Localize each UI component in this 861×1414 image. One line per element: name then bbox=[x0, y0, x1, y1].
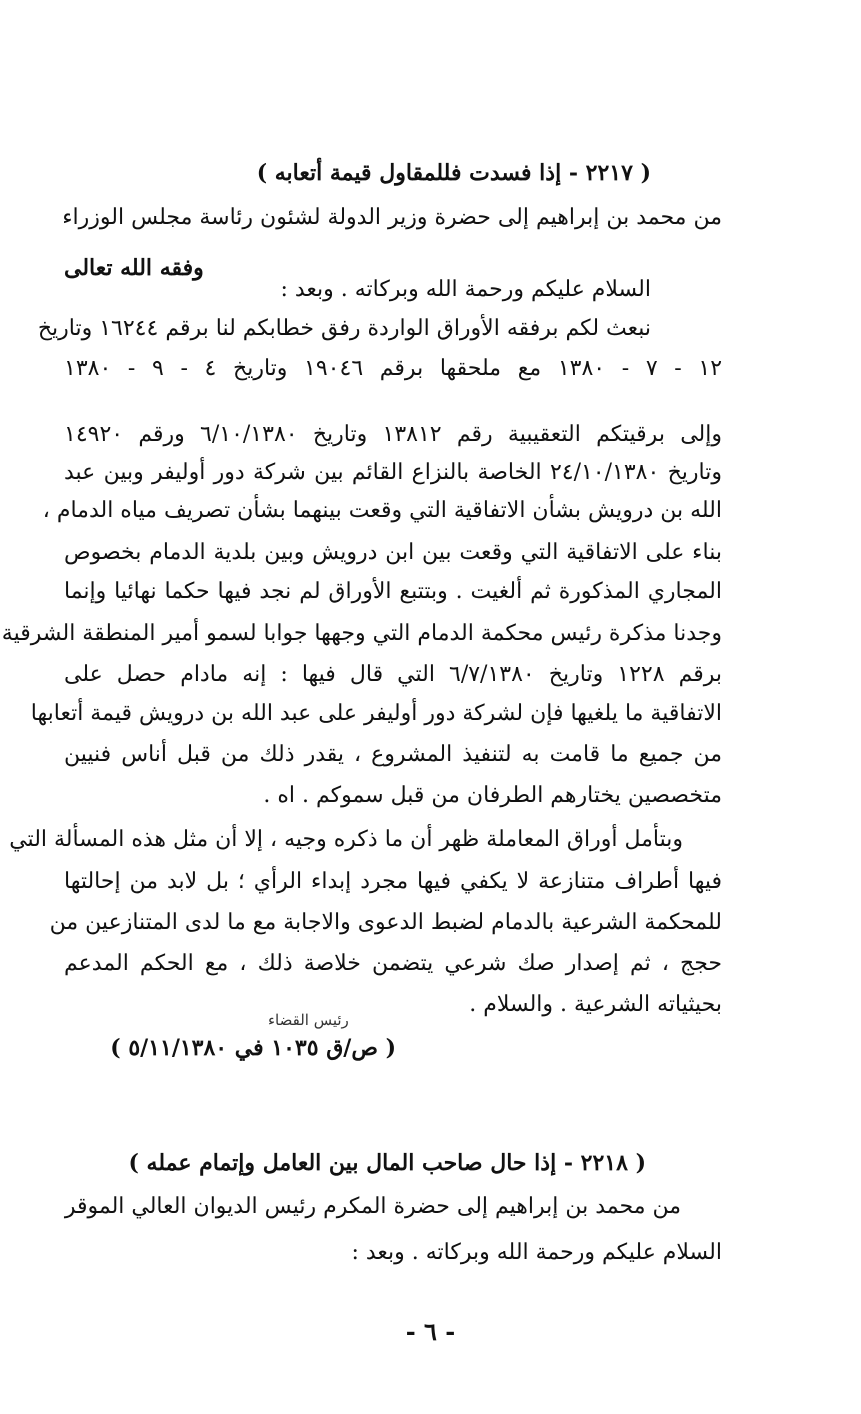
page-number: - ٦ - bbox=[405, 1317, 456, 1346]
body-line: وتاريخ ٢٤/١٠/١٣٨٠ الخاصة بالنزاع القائم بين شركة دور أوليفر وبين عبد bbox=[64, 460, 722, 485]
body-line: برقم ١٢٢٨ وتاريخ ٦/٧/١٣٨٠ التي قال فيها : إنه مادام حصل على bbox=[64, 662, 722, 687]
body-line: وإلى برقيتكم التعقيبية رقم ١٣٨١٢ وتاريخ ٦/١٠/١٣٨٠ ورقم ١٤٩٢٠ bbox=[64, 422, 722, 447]
letter-greeting-line-2: السلام عليكم ورحمة الله وبركاته . وبعد : bbox=[351, 1240, 722, 1265]
body-line: متخصصين يختارهم الطرفان من قبل سموكم . اه . bbox=[263, 783, 722, 808]
section-heading-2218: ( ٢٢١٨ - إذا حال صاحب المال بين العامل وإتمام عمله ) bbox=[128, 1150, 646, 1176]
letter-sender-line-2: من محمد بن إبراهيم إلى حضرة المكرم رئيس الديوان العالي الموقر bbox=[64, 1194, 681, 1219]
body-line: فيها أطراف متنازعة لا يكفي فيها مجرد إبداء الرأي ؛ بل لابد من إحالتها bbox=[64, 869, 722, 894]
letter-blessing-line: وفقه الله تعالى bbox=[64, 255, 204, 281]
signature: رئيس القضاء bbox=[268, 1011, 349, 1029]
body-line: ١٢ - ٧ - ١٣٨٠ مع ملحقها برقم ١٩٠٤٦ وتاريخ ٤ - ٩ - ١٣٨٠ bbox=[64, 356, 723, 381]
letter-sender-line: من محمد بن إبراهيم إلى حضرة وزير الدولة لشئون رئاسة مجلس الوزراء bbox=[62, 205, 722, 230]
body-line: من جميع ما قامت به لتنفيذ المشروع ، يقدر ذلك من قبل أناس فنيين bbox=[64, 742, 722, 767]
body-line: وجدنا مذكرة رئيس محكمة الدمام التي وجهها جوابا لسمو أمير المنطقة الشرقية bbox=[1, 621, 722, 646]
body-line: بناء على الاتفاقية التي وقعت بين ابن درويش وبين بلدية الدمام بخصوص bbox=[64, 540, 722, 565]
body-line: حجج ، ثم إصدار صك شرعي يتضمن خلاصة ذلك ، مع الحكم المدعم bbox=[64, 951, 722, 976]
reference-line: ( ص/ق ١٠٣٥ في ٥/١١/١٣٨٠ ) bbox=[110, 1035, 396, 1061]
body-line: الله بن درويش بشأن الاتفاقية التي وقعت بينهما بشأن تصريف مياه الدمام ، bbox=[42, 498, 722, 523]
body-line-closing: بحيثياته الشرعية . والسلام . bbox=[469, 992, 722, 1017]
body-line: الاتفاقية ما يلغيها فإن لشركة دور أوليفر على عبد الله بن درويش قيمة أتعابها bbox=[30, 701, 722, 726]
body-line: للمحكمة الشرعية بالدمام لضبط الدعوى والاجابة مع ما لدى المتنازعين من bbox=[49, 910, 722, 935]
letter-greeting-line: السلام عليكم ورحمة الله وبركاته . وبعد : bbox=[280, 277, 651, 302]
body-line: وبتأمل أوراق المعاملة ظهر أن ما ذكره وجيه ، إلا أن مثل هذه المسألة التي bbox=[9, 827, 683, 852]
body-line: نبعث لكم برفقه الأوراق الواردة رفق خطابكم لنا برقم ١٦٢٤٤ وتاريخ bbox=[37, 316, 651, 341]
section-heading-2217: ( ٢٢١٧ - إذا فسدت فللمقاول قيمة أتعابه ) bbox=[256, 160, 651, 186]
body-line: المجاري المذكورة ثم ألغيت . وبتتبع الأوراق لم نجد فيها حكما نهائيا وإنما bbox=[64, 579, 722, 604]
